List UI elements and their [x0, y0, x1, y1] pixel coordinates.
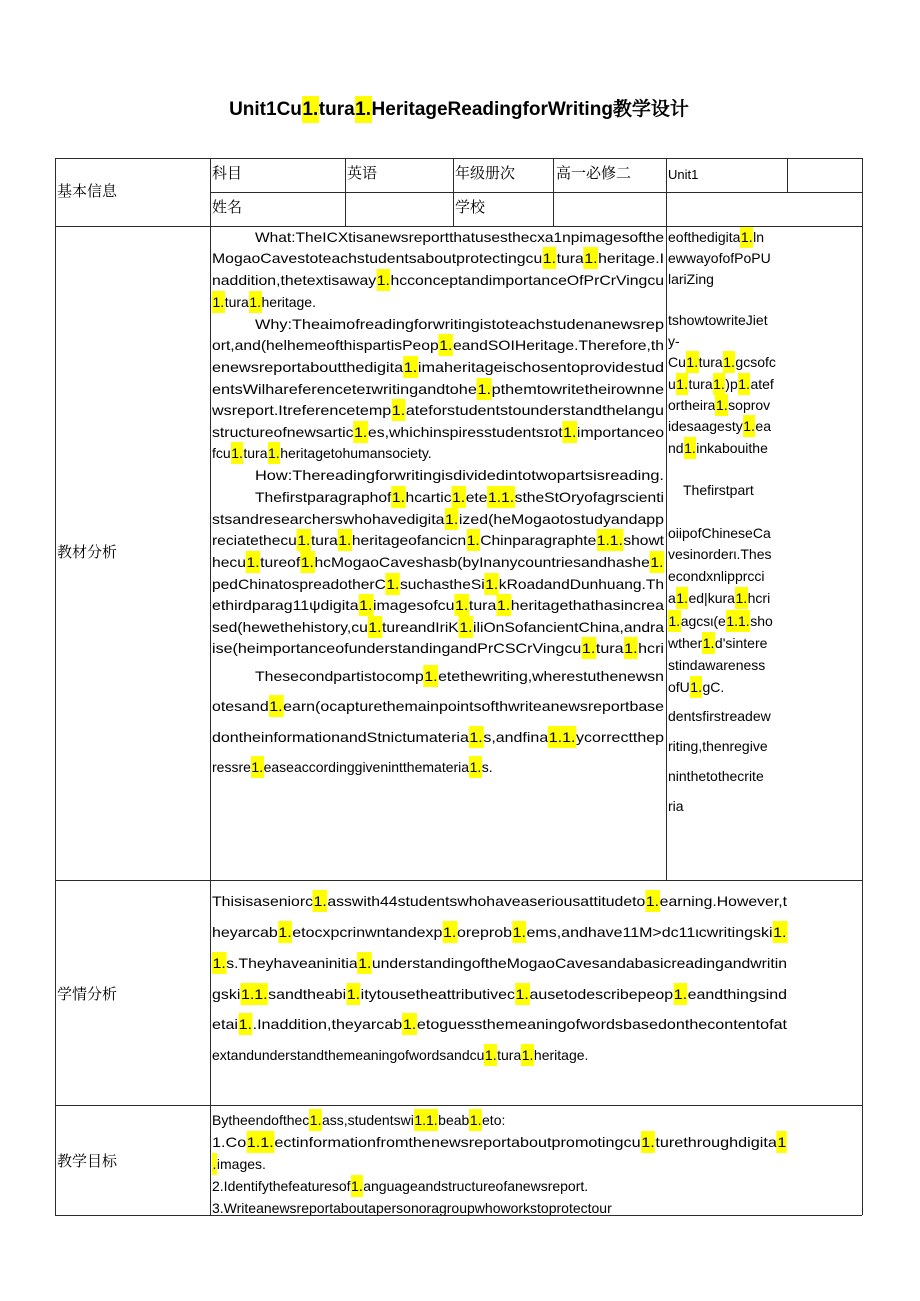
text-run: heritage.I [598, 250, 664, 266]
text-run: eandSOIHeritage.Therefore,th [452, 337, 664, 353]
highlight-mark: 1. [466, 529, 480, 551]
highlight-mark: 1. [684, 437, 697, 459]
text-run: imaheritageischosentoprovidestud [417, 359, 665, 375]
textbook-analysis-line [212, 291, 664, 313]
text-run: es,whichinspiresstudentsɪot [367, 424, 563, 440]
highlight-mark: 1. [376, 269, 390, 291]
text-run: tura [688, 376, 713, 392]
text-run: ass,studentswi [321, 1112, 414, 1128]
text-run: Thisisaseniorc [212, 893, 314, 909]
text-run: lariZing [668, 271, 714, 287]
highlight-mark: 1. [512, 921, 526, 943]
text-run: ewwayofofPoPU [668, 250, 771, 266]
highlight-mark: 1. [249, 291, 262, 313]
textbook-analysis-line [212, 356, 664, 378]
text-run: oreprob [456, 924, 513, 940]
textbook-analysis-line [212, 756, 664, 778]
text-run: tura [224, 294, 249, 310]
text-run: hcconceptandimportanceOfPrCrVingcu [390, 272, 665, 288]
side-note-line [668, 565, 786, 587]
highlight-mark: 1. [300, 551, 314, 573]
text-run: heritageofancicn [351, 532, 467, 548]
text-run: s,andfina [483, 729, 549, 745]
text-run: ise(heimportanceofunderstandingandPrCSCrVingcu [212, 640, 582, 656]
basic-info-label: 基本信息 [57, 183, 118, 200]
text-run: )p [725, 376, 738, 392]
highlight-mark: 1. [563, 421, 577, 443]
highlight-mark: 1. [676, 373, 689, 395]
highlight-mark: 1 [777, 1131, 787, 1153]
text-run: ressre [212, 759, 251, 775]
highlight-mark: 1. [346, 983, 360, 1005]
highlight-mark: 1. [351, 1175, 364, 1197]
highlight-mark: 1. [668, 610, 681, 632]
text-run: pedChinatospreadotherC [212, 576, 386, 592]
unit-value: Unit1 [668, 167, 699, 182]
textbook-analysis-line [212, 637, 664, 659]
text-run: entsWilhareferenceteɪwritingandtohe [212, 381, 477, 397]
highlight-mark: 1.1. [246, 1131, 274, 1153]
textbook-analysis-line [212, 573, 664, 595]
text-run: d'sintere [714, 635, 768, 651]
highlight-mark: 1. [391, 486, 405, 508]
text-run: tura [468, 597, 497, 613]
text-run: stsandresearcherswhohavedigita [212, 511, 445, 527]
highlight-mark: 1. [690, 676, 703, 698]
text-run: ofU [668, 679, 690, 695]
text-run: understandingoftheMogaoCavesandabasicreadingandwritin [371, 955, 787, 971]
student-analysis-line [212, 952, 787, 974]
text-run: tura [556, 250, 584, 266]
text-run: inkabouithe [696, 440, 768, 456]
text-run: eandthingsind [687, 986, 787, 1002]
textbook-analysis-line [212, 508, 664, 530]
text-run: ycorrectthep [576, 729, 665, 745]
highlight-mark: 1. [297, 529, 311, 551]
highlight-mark: 1. [231, 442, 244, 464]
highlight-mark: 1. [444, 508, 458, 530]
highlight-mark: 1. [246, 551, 260, 573]
text-run: pthemtowritetheirownne [491, 381, 665, 397]
highlight-mark: 1. [459, 616, 473, 638]
side-note-line [668, 415, 786, 437]
document-title [205, 97, 713, 123]
highlight-mark: 1.1. [487, 486, 514, 508]
highlight-mark: 1. [469, 1109, 482, 1131]
text-run: atef [750, 376, 774, 392]
side-note-line [668, 437, 786, 459]
highlight-mark: 1.1. [596, 529, 623, 551]
text-run: What:TheICXtisanewsreportthatusesthecxa1npimagesofthe [255, 229, 665, 245]
text-run: ed|kura [688, 590, 735, 606]
highlight-mark: 1. [723, 351, 736, 373]
text-run: econdxnlipprcci [668, 568, 765, 584]
highlight-mark: 1. [454, 594, 468, 616]
grade-value: 高一必修二 [556, 165, 632, 182]
textbook-analysis-line [255, 313, 664, 335]
text-run: idesaagesty [668, 418, 743, 434]
text-run: images. [216, 1156, 266, 1172]
highlight-mark: 1. [702, 632, 715, 654]
text-run: Cu [668, 354, 686, 370]
highlight-mark: 1. [740, 226, 753, 248]
text-run: oiipofChineseCa [668, 525, 771, 541]
text-run: heritagetohumansociety. [280, 445, 432, 461]
name-label: 姓名 [212, 199, 243, 216]
table-border-top [55, 158, 862, 159]
highlight-mark: 1. [641, 1131, 656, 1153]
text-run: etethewriting,wherestuthenewsn [438, 668, 664, 684]
highlight-mark: 1. [302, 96, 319, 123]
objective-line [212, 1131, 787, 1153]
text-run: gski [212, 986, 241, 1002]
text-run: reciatethecu [212, 532, 297, 548]
side-note-line [668, 632, 786, 654]
text-run: ete [465, 489, 488, 505]
text-run: tura [310, 532, 338, 548]
text-run: showt [623, 532, 665, 548]
highlight-mark: 1. [278, 921, 292, 943]
text-run: hecu [212, 554, 246, 570]
highlight-mark: 1. [645, 890, 659, 912]
text-run: nd [668, 440, 684, 456]
highlight-mark: 1. [355, 96, 372, 123]
text-run: wsreport.Itreferencetemp [212, 402, 392, 418]
text-run: s. [481, 759, 493, 775]
highlight-mark: 1. [713, 373, 726, 395]
table-border-bottom [55, 1215, 862, 1216]
highlight-mark: 1. [673, 983, 687, 1005]
textbook-analysis-line [212, 378, 664, 400]
side-note-line [668, 247, 786, 269]
side-note-line [683, 479, 786, 501]
highlight-mark: 1. [212, 291, 225, 313]
text-run: ectinformationfromthenewsreportaboutpromotingcu [274, 1134, 641, 1150]
table-border-student-bottom [55, 1105, 862, 1106]
text-run: hcMogaoCaveshasb(byInanycountriesandhashe [314, 554, 650, 570]
highlight-mark: 1. [386, 573, 400, 595]
text-run: gcsofc [735, 354, 776, 370]
highlight-mark: 1. [477, 378, 492, 400]
text-run: 1.Co [212, 1134, 247, 1150]
text-run: Thesecondpartistocomp [255, 668, 424, 684]
highlight-mark: 1. [735, 587, 748, 609]
textbook-analysis-line [212, 334, 664, 356]
textbook-analysis-line [212, 269, 664, 291]
textbook-analysis-line [212, 529, 664, 551]
text-run: imagesofcu [372, 597, 455, 613]
text-run: eto: [482, 1112, 506, 1128]
side-note-line [668, 226, 786, 248]
text-run: u [668, 376, 676, 392]
teaching-objectives-label: 教学目标 [57, 1153, 118, 1170]
student-analysis-line [212, 890, 787, 912]
text-run: vesinorderι.Thes [668, 546, 772, 562]
highlight-mark: 1. [650, 551, 664, 573]
text-run: ems,andhave11M>dc11ιcwritingski [526, 924, 773, 940]
highlight-mark: 1. [403, 356, 418, 378]
highlight-mark: 1. [581, 637, 596, 659]
text-run: Why:Theaimofreadingforwritingistoteachstudenanewsrep [255, 316, 664, 332]
highlight-mark: 1. [212, 952, 226, 974]
highlight-mark: 1. [268, 442, 281, 464]
textbook-analysis-line [255, 486, 664, 508]
highlight-mark: 1. [521, 1044, 534, 1066]
text-run: tura [698, 354, 723, 370]
text-run: etocxpcrinwntandexp [292, 924, 443, 940]
highlight-mark: 1. [402, 1013, 417, 1035]
text-run: ea [755, 418, 771, 434]
text-run: ln [753, 229, 764, 245]
text-run: easeaccordinggivenintthemateria [263, 759, 470, 775]
text-run: ausetodescribepeop [529, 986, 674, 1002]
textbook-analysis-line [212, 247, 664, 269]
text-run: tureandIriK [382, 619, 459, 635]
text-run: structureofnewsartic [212, 424, 354, 440]
text-run: Chinparagraphte [480, 532, 597, 548]
text-run: stheStOryofagrscienti [514, 489, 665, 505]
objective-line [212, 1175, 787, 1197]
textbook-analysis-line [212, 726, 664, 748]
objective-line [212, 1109, 787, 1131]
text-run: Thefirstparagraphof [255, 489, 392, 505]
highlight-mark: 1. [584, 247, 598, 269]
text-run: tshowtowriteJiet [668, 312, 768, 328]
side-note-line [668, 795, 786, 817]
text-run: earning.However,t [659, 893, 788, 909]
highlight-mark: 1. [743, 415, 756, 437]
textbook-analysis-line [212, 695, 664, 717]
student-analysis-label: 学情分析 [57, 986, 118, 1003]
side-note-line [668, 654, 786, 676]
text-run: s.Theyhaveaninitia [226, 955, 358, 971]
text-run: fcu [212, 445, 231, 461]
text-run: etoguessthemeaningofwordsbasedonthecontentofat [416, 1016, 788, 1032]
text-run: 2.Identifythefeaturesof [212, 1178, 351, 1194]
highlight-mark: 1. [676, 587, 689, 609]
text-run: ria [668, 798, 684, 814]
text-run: tura [595, 640, 624, 656]
side-note-line [668, 522, 786, 544]
text-run: sho [750, 613, 773, 629]
highlight-mark: . [212, 1153, 217, 1175]
table-border-col-6 [787, 158, 788, 192]
text-run: ortheira [668, 397, 716, 413]
text-run: suchastheSi [399, 576, 485, 592]
highlight-mark: 1. [469, 756, 482, 778]
text-run: dontheinformationandStnictumateria [212, 729, 469, 745]
text-run: ethirdparag11ψdigita [212, 597, 359, 613]
highlight-mark: 1. [358, 952, 372, 974]
highlight-mark: 1. [251, 756, 264, 778]
highlight-mark: 1. [269, 695, 283, 717]
side-note-line [668, 268, 786, 290]
text-run: tura [243, 445, 268, 461]
textbook-analysis-line [212, 594, 664, 616]
text-run: iliOnSofancientChina,andra [472, 619, 665, 635]
textbook-analysis-line [212, 616, 664, 638]
text-run: hcartic [405, 489, 452, 505]
highlight-mark: 1.1. [240, 983, 268, 1005]
text-run: kRoadandDunhuang.Th [498, 576, 665, 592]
objective-line [212, 1153, 787, 1175]
side-note-line [668, 373, 786, 395]
highlight-mark: 1. [391, 399, 406, 421]
text-run: beab [438, 1112, 470, 1128]
highlight-mark: 1. [354, 421, 368, 443]
text-run: riting,thenregive [668, 738, 768, 754]
text-run: importanceo [576, 424, 664, 440]
highlight-mark: 1. [442, 921, 456, 943]
text-run: Unit1Cu [229, 99, 302, 120]
text-run: naddition,thetextisaway [212, 272, 377, 288]
textbook-analysis-label: 教材分析 [57, 544, 118, 561]
textbook-analysis-line [212, 551, 664, 573]
highlight-mark: 1. [715, 394, 728, 416]
text-run: agcsι(e [680, 613, 726, 629]
text-run: heritage. [533, 1047, 589, 1063]
text-run: tureof [260, 554, 301, 570]
highlight-mark: 1. [439, 334, 453, 356]
text-run: turethroughdigita [655, 1134, 777, 1150]
table-border-col-4 [553, 158, 554, 226]
text-run: y- [668, 333, 680, 349]
text-run: Thefirstpart [683, 482, 754, 498]
highlight-mark: 1. [624, 637, 639, 659]
text-run: stindawareness [668, 657, 766, 673]
text-run: a [668, 590, 676, 606]
side-note-line [668, 735, 786, 757]
highlight-mark: 1. [485, 573, 499, 595]
highlight-mark: 1.1. [726, 610, 750, 632]
text-run: ateforstudentstounderstandthelangu [405, 402, 664, 418]
table-border-col-2 [345, 158, 346, 226]
highlight-mark: 1. [313, 890, 327, 912]
side-note-line [668, 351, 786, 373]
school-label: 学校 [455, 199, 486, 216]
highlight-mark: 1. [469, 726, 483, 748]
text-run: anguageandstructureofanewsreport. [363, 1178, 589, 1194]
highlight-mark: 1.1. [414, 1109, 438, 1131]
text-run: 3.Writeanewsreportaboutapersonoragroupwhoworkstoprotectour [212, 1200, 612, 1216]
text-run: wther [668, 635, 703, 651]
text-run: .Inaddition,theyarcab [252, 1016, 403, 1032]
highlight-mark: 1.1. [548, 726, 576, 748]
side-note-line [668, 610, 786, 632]
text-run: sandtheabi [268, 986, 347, 1002]
subject-label: 科目 [212, 165, 243, 182]
table-border-col-3 [453, 158, 454, 226]
highlight-mark: 1. [542, 247, 556, 269]
highlight-mark: 1. [452, 486, 466, 508]
text-run: How:Thereadingforwritingisdividedintotwopartsisreading. [255, 467, 664, 483]
highlight-mark: 1. [359, 594, 373, 616]
text-run: itytousetheattributivec [360, 986, 515, 1002]
text-run: enewsreportaboutthedigita [212, 359, 404, 375]
text-run: sed(hewethehistory,cu [212, 619, 368, 635]
side-note-line [668, 765, 786, 787]
side-note-line [668, 309, 786, 331]
textbook-analysis-line [212, 421, 664, 443]
text-run: earn(ocapturethemainpointsofthwriteanewsreportbase [283, 698, 665, 714]
highlight-mark: 1. [496, 594, 510, 616]
highlight-mark: 1. [309, 1109, 322, 1131]
side-note-line [668, 394, 786, 416]
student-analysis-line [212, 1013, 787, 1035]
side-note-line [668, 676, 786, 698]
text-run: dentsfirstreadew [668, 708, 771, 724]
text-run: hcri [638, 640, 664, 656]
text-run: heritagethathasincrea [510, 597, 664, 613]
highlight-mark: 1. [484, 1044, 497, 1066]
text-run: asswith44studentswhohaveaseriousattitudeto [327, 893, 646, 909]
table-border-basic-info-mid [210, 192, 862, 193]
side-note-line [668, 705, 786, 727]
student-analysis-line [212, 921, 787, 943]
student-analysis-line [212, 983, 787, 1005]
text-run: etai [212, 1016, 238, 1032]
side-note-line [668, 330, 786, 352]
textbook-analysis-line [255, 665, 664, 687]
side-note-line [668, 543, 786, 565]
grade-label: 年级册次 [455, 165, 516, 182]
table-border-basic-info-bottom [55, 226, 862, 227]
table-border-label-col [210, 158, 211, 1215]
text-run: gC. [702, 679, 725, 695]
text-run: tura [318, 99, 355, 120]
text-run: ort,and(helhemeofthispartisPeop [212, 337, 439, 353]
highlight-mark: 1. [773, 921, 787, 943]
text-run: HeritageReadingforWriting教学设计 [371, 99, 689, 120]
table-border-left [55, 158, 56, 1215]
table-border-textbook-bottom [55, 880, 862, 881]
highlight-mark: 1. [338, 529, 352, 551]
highlight-mark: 1. [515, 983, 529, 1005]
table-border-right [862, 158, 863, 1215]
text-run: eofthedigita [668, 229, 741, 245]
text-run: heritage. [261, 294, 316, 310]
textbook-analysis-line [212, 442, 664, 464]
text-run: ized(heMogaotostudyandapp [458, 511, 664, 527]
highlight-mark: 1. [738, 373, 751, 395]
highlight-mark: 1. [238, 1013, 253, 1035]
text-run: MogaoCavestoteachstudentsaboutprotectingcu [212, 250, 543, 266]
highlight-mark: 1. [424, 665, 438, 687]
text-run: hcri [747, 590, 771, 606]
highlight-mark: 1. [686, 351, 699, 373]
text-run: ninthetothecrite [668, 768, 764, 784]
text-run: extandunderstandthemeaningofwordsandcu [212, 1047, 485, 1063]
text-run: tura [497, 1047, 522, 1063]
subject-value: 英语 [347, 165, 378, 182]
highlight-mark: 1. [368, 616, 382, 638]
text-run: otesand [212, 698, 269, 714]
text-run: soprov [728, 397, 771, 413]
text-run: heyarcab [212, 924, 278, 940]
student-analysis-line [212, 1044, 787, 1066]
textbook-analysis-line [255, 226, 664, 248]
text-run: Bytheendofthec [212, 1112, 310, 1128]
table-border-col-5 [666, 158, 667, 880]
textbook-analysis-line [212, 399, 664, 421]
textbook-analysis-line [255, 464, 664, 486]
side-note-line [668, 587, 786, 609]
